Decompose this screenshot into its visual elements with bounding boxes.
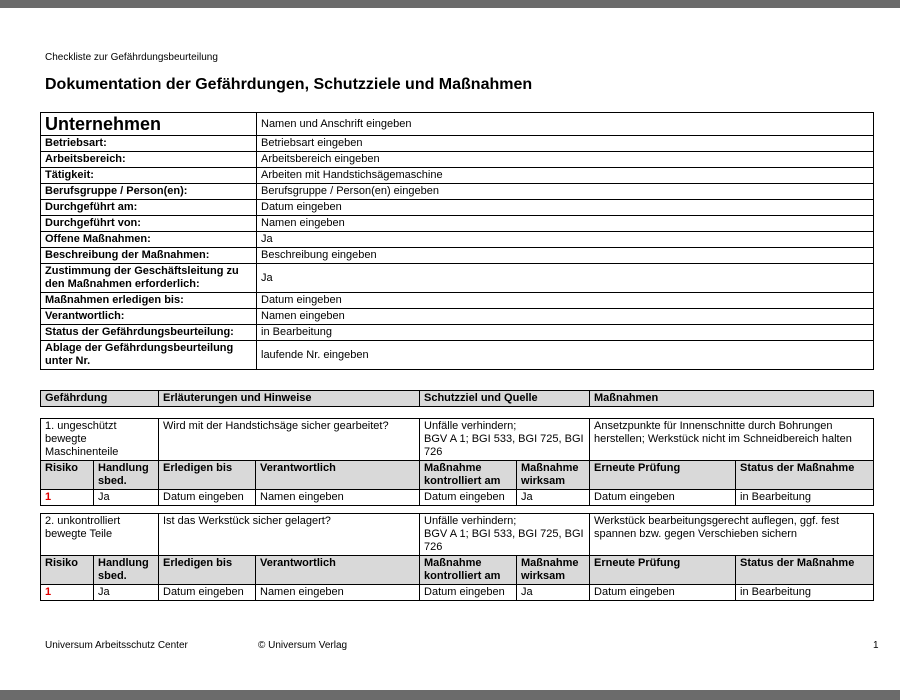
kontrolliert-value[interactable]: Datum eingeben <box>420 490 517 506</box>
col-schutzziel: Schutzziel und Quelle <box>420 391 590 407</box>
info-label: Ablage der Gefährdungsbeurteilung unter Nr. <box>41 341 257 370</box>
hazard-block-1 <box>40 418 874 506</box>
hazard-block-2 <box>40 513 874 601</box>
sub-kontrolliert: Maßnahme kontrolliert am <box>420 461 517 490</box>
info-row <box>41 293 874 309</box>
info-label: Berufsgruppe / Person(en): <box>41 184 257 200</box>
page-number: 1 <box>873 640 879 651</box>
handlung-value[interactable]: Ja <box>94 490 159 506</box>
info-label: Maßnahmen erledigen bis: <box>41 293 257 309</box>
company-info-table <box>40 112 874 370</box>
sub-verantwortlich: Verantwortlich <box>256 461 420 490</box>
col-massnahmen: Maßnahmen <box>590 391 874 407</box>
info-value[interactable]: Beschreibung eingeben <box>257 248 874 264</box>
info-row <box>41 325 874 341</box>
info-value[interactable]: Arbeiten mit Handstichsägemaschine <box>257 168 874 184</box>
erledigen-value[interactable]: Datum eingeben <box>159 585 256 601</box>
info-row <box>41 168 874 184</box>
info-value[interactable]: Ja <box>257 264 874 293</box>
sub-handlung: Handlung sbed. <box>94 461 159 490</box>
pruefung-value[interactable]: Datum eingeben <box>590 490 736 506</box>
info-row <box>41 184 874 200</box>
info-value[interactable]: Namen eingeben <box>257 309 874 325</box>
info-label: Zustimmung der Geschäftsleitung zu den Maßnahmen erforderlich: <box>41 264 257 293</box>
info-label: Tätigkeit: <box>41 168 257 184</box>
info-value[interactable]: Datum eingeben <box>257 293 874 309</box>
info-label: Status der Gefährdungsbeurteilung: <box>41 325 257 341</box>
sub-pruefung: Erneute Prüfung <box>590 556 736 585</box>
info-row <box>41 216 874 232</box>
hazard-schutzziel: Unfälle verhindern; BGV A 1; BGI 533, BGI 725, BGI 726 <box>420 514 590 556</box>
info-value[interactable]: Betriebsart eingeben <box>257 136 874 152</box>
erledigen-value[interactable]: Datum eingeben <box>159 490 256 506</box>
info-row <box>41 309 874 325</box>
info-row-unternehmen <box>41 113 874 136</box>
status-value[interactable]: in Bearbeitung <box>736 490 874 506</box>
unternehmen-value[interactable]: Namen und Anschrift eingeben <box>257 113 874 136</box>
col-erlaeuterungen: Erläuterungen und Hinweise <box>159 391 420 407</box>
footer-left: Universum Arbeitsschutz Center <box>45 640 188 651</box>
info-label: Betriebsart: <box>41 136 257 152</box>
info-row <box>41 200 874 216</box>
info-label: Offene Maßnahmen: <box>41 232 257 248</box>
info-label: Durchgeführt von: <box>41 216 257 232</box>
wirksam-value[interactable]: Ja <box>517 585 590 601</box>
sub-risiko: Risiko <box>41 556 94 585</box>
kontrolliert-value[interactable]: Datum eingeben <box>420 585 517 601</box>
sub-verantwortlich: Verantwortlich <box>256 556 420 585</box>
hazard-schutzziel: Unfälle verhindern; BGV A 1; BGI 533, BGI 725, BGI 726 <box>420 419 590 461</box>
info-value[interactable]: Ja <box>257 232 874 248</box>
sub-handlung: Handlung sbed. <box>94 556 159 585</box>
hazard-question: Ist das Werkstück sicher gelagert? <box>159 514 420 556</box>
sub-wirksam: Maßnahme wirksam <box>517 556 590 585</box>
info-value[interactable]: laufende Nr. eingeben <box>257 341 874 370</box>
info-value[interactable]: Berufsgruppe / Person(en) eingeben <box>257 184 874 200</box>
hazard-massnahme: Ansetzpunkte für Innenschnitte durch Bohrungen herstellen; Werkstück nicht im Schneidbereich halten <box>590 419 874 461</box>
sub-pruefung: Erneute Prüfung <box>590 461 736 490</box>
info-row <box>41 341 874 370</box>
info-value[interactable]: Datum eingeben <box>257 200 874 216</box>
info-value[interactable]: Arbeitsbereich eingeben <box>257 152 874 168</box>
col-gefaehrdung: Gefährdung <box>41 391 159 407</box>
wirksam-value[interactable]: Ja <box>517 490 590 506</box>
info-label: Durchgeführt am: <box>41 200 257 216</box>
info-value[interactable]: in Bearbeitung <box>257 325 874 341</box>
hazard-question: Wird mit der Handstichsäge sicher gearbeitet? <box>159 419 420 461</box>
hazard-title: 1. ungeschützt bewegte Maschinenteile <box>41 419 159 461</box>
info-row <box>41 136 874 152</box>
hazard-columns-header <box>40 390 874 407</box>
pruefung-value[interactable]: Datum eingeben <box>590 585 736 601</box>
handlung-value[interactable]: Ja <box>94 585 159 601</box>
status-value[interactable]: in Bearbeitung <box>736 585 874 601</box>
sub-status: Status der Maßnahme <box>736 461 874 490</box>
hazard-massnahme: Werkstück bearbeitungsgerecht auflegen, ggf. fest spannen bzw. gegen Verschieben sichern <box>590 514 874 556</box>
info-value[interactable]: Namen eingeben <box>257 216 874 232</box>
document-subtitle: Checkliste zur Gefährdungsbeurteilung <box>45 52 218 63</box>
info-label: Beschreibung der Maßnahmen: <box>41 248 257 264</box>
verantwortlich-value[interactable]: Namen eingeben <box>256 585 420 601</box>
hazard-title: 2. unkontrolliert bewegte Teile <box>41 514 159 556</box>
info-row <box>41 248 874 264</box>
sub-wirksam: Maßnahme wirksam <box>517 461 590 490</box>
sub-erledigen: Erledigen bis <box>159 556 256 585</box>
sub-status: Status der Maßnahme <box>736 556 874 585</box>
risk-value[interactable]: 1 <box>41 490 94 506</box>
unternehmen-label: Unternehmen <box>41 113 257 136</box>
info-row <box>41 232 874 248</box>
info-row <box>41 264 874 293</box>
footer-center: © Universum Verlag <box>258 640 348 651</box>
sub-risiko: Risiko <box>41 461 94 490</box>
sub-kontrolliert: Maßnahme kontrolliert am <box>420 556 517 585</box>
document-title: Dokumentation der Gefährdungen, Schutzziele und Maßnahmen <box>45 76 533 93</box>
info-label: Arbeitsbereich: <box>41 152 257 168</box>
info-label: Verantwortlich: <box>41 309 257 325</box>
info-row <box>41 152 874 168</box>
sub-erledigen: Erledigen bis <box>159 461 256 490</box>
document-page <box>0 8 900 690</box>
verantwortlich-value[interactable]: Namen eingeben <box>256 490 420 506</box>
risk-value[interactable]: 1 <box>41 585 94 601</box>
